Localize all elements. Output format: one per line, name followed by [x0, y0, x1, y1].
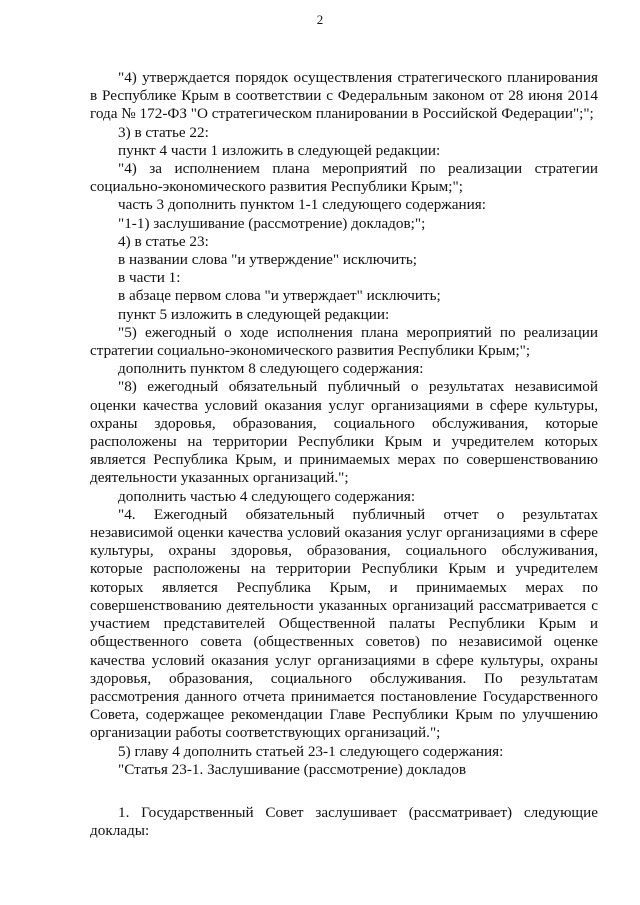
paragraph-clause-1-1-text: "1-1) заслушивание (рассмотрение) докладов;"; — [118, 214, 426, 232]
paragraph-article-23-1-title: "Статья 23-1. Заслушивание (рассмотрение) докладов — [118, 760, 467, 778]
paragraph-article-22: 3) в статье 22: — [118, 123, 209, 141]
paragraph-clause-4-text: "4) за исполнением плана мероприятий по реализации стратегии социально-экономического развития Республики Крым;"; — [90, 160, 598, 196]
paragraph-clause-8-text: "8) ежегодный обязательный публичный о результатах независимой оценки качества условий оказания услуг организациями в сфере культуры, охраны здоровья, образования, социального обслуживания, которые расположены на территории Республики Крым и учредителем которых является Республика Крым, и принимаемых мерах по совершенствованию деятельности указанных организаций."; — [90, 378, 598, 487]
paragraph-part-4-text: "4. Ежегодный обязательный публичный отчет о результатах независимой оценки качества условий оказания услуг организациями в сфере культуры, охраны здоровья, образования, социального обслуживания, которые расположены на территории Республики Крым и учредителем которых является Республика Крым, и принимаемых мерах по совершенствованию деятельности указанных организаций рассматривается с участием представителей Общественной палаты Республики Крым и общественного совета (общественных советов) по независимой оценке качества условий оказания услуг организациями в сфере культуры, охраны здоровья, образования, социального обслуживания. По результатам рассмотрения данного отчета принимается постановление Государственного Совета, содержащее рекомендации Главе Республики Крым по улучшению организации работы соответствующих организаций."; — [90, 505, 598, 742]
paragraph-clause-8-supplement: дополнить пунктом 8 следующего содержания: — [118, 360, 424, 378]
paragraph-article-23: 4) в статье 23: — [118, 232, 209, 250]
paragraph-part-1: в части 1: — [118, 269, 181, 287]
paragraph-first-abzac: в абзаце первом слова "и утверждает" исключить; — [118, 287, 441, 305]
paragraph-gap — [90, 779, 598, 804]
paragraph-part-3-supplement: часть 3 дополнить пунктом 1-1 следующего содержания: — [118, 196, 486, 214]
paragraph-reports-list-intro: 1. Государственный Совет заслушивает (рассматривает) следующие доклады: — [90, 803, 598, 840]
paragraph-clause-5-edit: пункт 5 изложить в следующей редакции: — [118, 305, 390, 323]
document-body — [90, 69, 598, 840]
paragraph-strategic-planning: "4) утверждается порядок осуществления стратегического планирования в Республике Крым в соответствии с Федеральным законом от 28 июня 2014 года № 172-ФЗ "О стратегическом планировании в Российской Федерации";"; — [90, 69, 598, 123]
paragraph-clause-4-part-1: пункт 4 части 1 изложить в следующей редакции: — [118, 141, 441, 159]
paragraph-title-change: в названии слова "и утверждение" исключить; — [118, 251, 418, 269]
paragraph-clause-5-text: "5) ежегодный о ходе исполнения плана мероприятий по реализации стратегии социально-экономического развития Республики Крым;"; — [90, 323, 598, 360]
paragraph-chapter-4-supplement: 5) главу 4 дополнить статьей 23-1 следующего содержания: — [118, 742, 504, 760]
paragraph-part-4-supplement: дополнить частью 4 следующего содержания: — [118, 487, 416, 505]
page-number: 2 — [316, 12, 324, 27]
